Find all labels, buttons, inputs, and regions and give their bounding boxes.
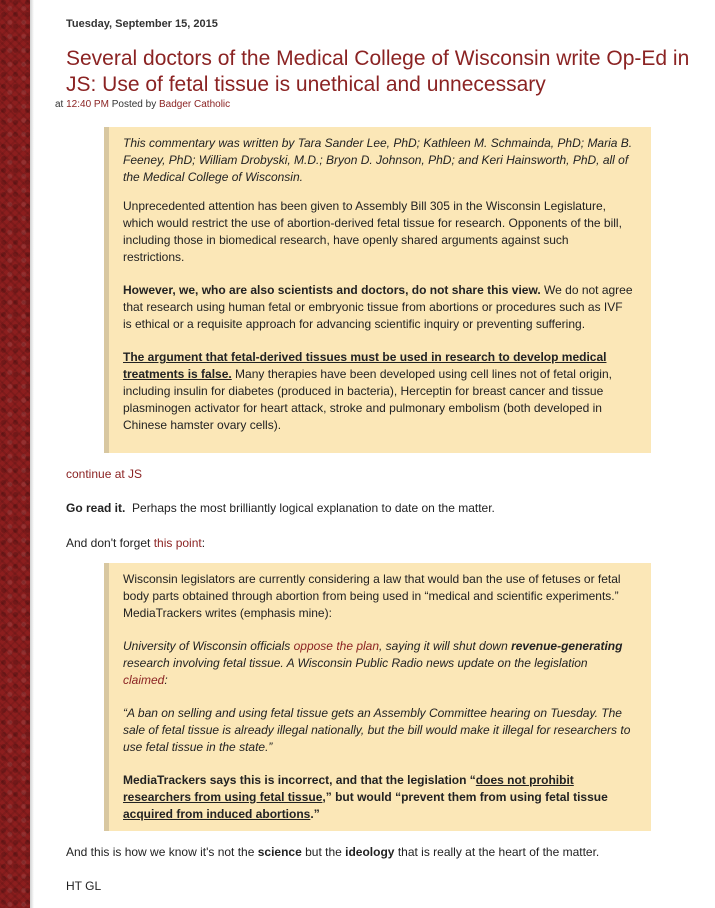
dont-forget-paragraph [66,536,205,550]
closing-d: that is really at the heart of the matter. [394,845,600,859]
post-meta [55,99,230,110]
meta-at: at [55,99,64,110]
quote2-p4-c: .” [310,807,320,821]
quote2-p2-d: : [164,673,168,687]
continue-link[interactable]: continue at JS [66,467,143,481]
quote2-p4-underline-1: does not prohibit researchers from using fetal tissue [123,773,574,804]
quote2-paragraph-3: “A ban on selling and using fetal tissue gets an Assembly Committee hearing on Tuesday. The sale of fetal tissue is already illegal nationally, but the bill would make it illegal for researchers to use fetal tissue in the state.” [123,706,631,754]
quote2-paragraph-1: Wisconsin legislators are currently considering a law that would ban the use of fetuses or fetal body parts obtained through abortion from being used in “medical and scientific experiments.” MediaTrackers writes (emphasis mine): [123,572,621,620]
quote2-paragraph-2 [123,638,633,689]
quote-paragraph-1: Unprecedented attention has been given to Assembly Bill 305 in the Wisconsin Legislature, which would restrict the use of abortion-derived fetal tissue for research. Opponents of the bill, including those in biomedical research, have openly shared arguments against such restrictions. [123,199,622,264]
go-read-rest: Perhaps the most brilliantly logical explanation to date on the matter. [125,501,495,515]
quote-paragraph-2 [123,282,633,333]
quote2-paragraph-4 [123,772,633,823]
closing-a: And this is how we know it's not the [66,845,258,859]
author-link[interactable]: Badger Catholic [158,99,231,110]
continue-paragraph [66,467,142,481]
post-date: Tuesday, September 15, 2015 [66,18,218,30]
side-border-shadow [30,0,34,908]
blockquote-op-ed [104,127,651,453]
quote-p2-rest: We do not agree that research using human fetal or embryonic tissue from abortions or procedures such as IVF is ethical or a requisite approach for advancing scientific inquiry or preventing suffering. [123,283,633,331]
blockquote-mediatrackers [104,563,651,831]
go-read-paragraph [66,501,495,515]
quote2-p4-underline-2: acquired from induced abortions [123,807,311,821]
this-point-link[interactable]: this point [153,536,202,550]
dont-forget-after: : [201,536,206,550]
quote2-p2-b: , saying it will shut down [379,639,512,653]
quote2-p4-b: ,” but would “prevent them from using fetal tissue [322,790,608,804]
decorative-side-border [0,0,30,908]
closing-science: science [257,845,302,859]
hat-tip: HT GL [66,879,102,893]
quote2-p4-a: MediaTrackers says this is incorrect, and that the legislation “ [123,773,476,787]
dont-forget-before: And don't forget [66,536,154,550]
claimed-link[interactable]: claimed [123,673,165,687]
closing-c: but the [301,845,346,859]
post-title[interactable]: Several doctors of the Medical College of Wisconsin write Op-Ed in JS: Use of fetal tissue is unethical and unnecessary [66,47,690,96]
quote-paragraph-3 [123,349,633,434]
quote-authors: This commentary was written by Tara Sander Lee, PhD; Kathleen M. Schmainda, PhD; Maria B. Feeney, PhD; William Drobyski, M.D.; Bryon D. Johnson, PhD; and Keri Hainsworth, PhD, all of the Medical College of Wisconsin. [123,136,633,184]
quote2-p2-a: University of Wisconsin officials [123,639,294,653]
oppose-the-plan-link[interactable]: oppose the plan [293,639,380,653]
closing-ideology: ideology [345,845,395,859]
go-read-link[interactable]: Go read it. [66,501,126,515]
post-time-link[interactable]: 12:40 PM [66,99,109,110]
quote2-p2-c: research involving fetal tissue. A Wisconsin Public Radio news update on the legislation [123,656,588,670]
quote-p2-bold: However, we, who are also scientists and doctors, do not share this view. [123,283,541,297]
closing-paragraph [66,845,599,859]
quote-p3-rest: Many therapies have been developed using cell lines not of fetal origin, including insulin for diabetes (produced in bacteria), Herceptin for breast cancer and tissue plasminogen activator for heart attack, stroke and pulmonary embolism (both developed in Chinese hamster ovary cells). [123,367,612,432]
quote-p3-bold: The argument that fetal-derived tissues must be used in research to develop medical treatments is false. [123,350,607,381]
meta-posted-by: Posted by [111,99,157,110]
quote2-p2-bold: revenue-generating [511,639,623,653]
